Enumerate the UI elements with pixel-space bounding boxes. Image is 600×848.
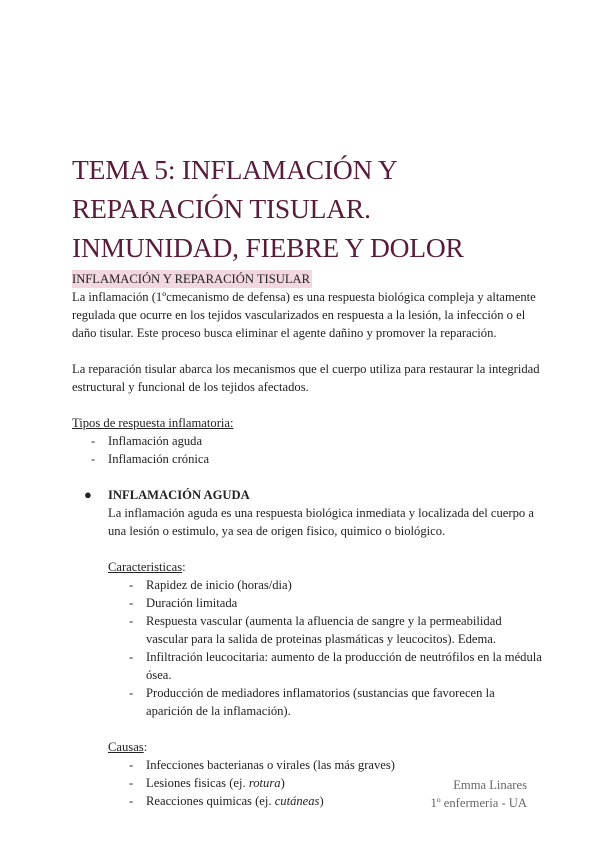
aguda-heading: INFLAMACIÓN AGUDA [108, 488, 250, 502]
list-item: - Respuesta vascular (aumenta la afluencia de sangre y la permeabilidad vascular para la salida de proteinas plasmáticas y leucocitos). Edema. [72, 612, 542, 648]
tipos-list [72, 432, 542, 468]
list-item: - Lesiones fisicas (ej. rotura) [72, 774, 542, 792]
list-item: - Infiltración leucocitaria: aumento de la producción de neutrófilos en la médula ósea. [72, 648, 542, 684]
list-item: - Producción de mediadores inflamatorios (sustancias que favorecen la aparición de la inflamación). [72, 684, 542, 720]
tipos-label: Tipos de respuesta inflamatoria: [72, 416, 234, 430]
page-footer [430, 776, 527, 812]
paragraph-inflamacion: La inflamación (1ºcmecanismo de defensa) es una respuesta biológica compleja y altamente regulada que ocurre en los tejidos vascularizados en respuesta a la lesión, la infección o el daño tisular. Este proceso busca eliminar el agente dañino y promover la reparación. [72, 290, 536, 340]
caracteristicas-list [72, 576, 542, 720]
list-item: - Rapidez de inicio (horas/dia) [72, 576, 542, 594]
page-title: TEMA 5: INFLAMACIÓN Y REPARACIÓN TISULAR. INMUNIDAD, FIEBRE Y DOLOR [72, 154, 464, 263]
footer-course: 1º enfermeria - UA [430, 796, 527, 810]
document-page: TEMA 5: INFLAMACIÓN Y REPARACIÓN TISULAR. INMUNIDAD, FIEBRE Y DOLOR INFLAMACIÓN Y REPARACIÓN TISULAR La inflamación (1ºcmecanismo de defensa) es una respuesta biológica compleja y altamente regulada que ocurre en los tejidos vascularizados en respuesta a la lesión, la infección o el daño tisular. Este proceso busca eliminar el agente dañino y promover la reparación. La reparación tisular abarca los mecanismos que el cuerpo utiliza para restaurar la integridad estructural y funcional de los tejidos afectados. Tipos de respuesta inflamatoria: - Inflamación aguda - Inflamación crónica ● INFLAMACIÓN AGUDA La inflamación aguda es una respuesta biológica inmediata y localizada del cuerpo a una lesión o estimulo, ya sea de origen fisico, quimico o biológico. Caracteristicas: - Rapidez de inicio (horas/dia) - Duración limitada - Respuesta vascular (aumenta la afluencia de sangre y la permeabilidad vascular para la salida de proteinas plasmáticas y leucocitos). Edema. - Infiltración leucocitaria: aumento de la producción de neutrófilos en la médula ósea. - Producción de mediadores inflamatorios (sustancias que favorecen la aparición de la inflamación). Causas: - Infecciones bacterianas o virales (las más graves) - Lesiones fisicas (ej. rotura) - Reacciones quimicas (ej. cutáneas) [72, 150, 542, 810]
causas-label: Causas [108, 740, 144, 754]
section-heading: INFLAMACIÓN Y REPARACIÓN TISULAR [72, 272, 311, 286]
paragraph-reparacion: La reparación tisular abarca los mecanismos que el cuerpo utiliza para restaurar la integridad estructural y funcional de los tejidos afectados. [72, 362, 540, 394]
list-item: - Inflamación aguda [72, 432, 542, 450]
list-item: - Inflamación crónica [72, 450, 542, 468]
list-item: - Reacciones quimicas (ej. cutáneas) [72, 792, 542, 810]
caracteristicas-label: Caracteristicas [108, 560, 183, 574]
aguda-section: ● INFLAMACIÓN AGUDA La inflamación aguda es una respuesta biológica inmediata y localizada del cuerpo a una lesión o estimulo, ya sea de origen fisico, quimico o biológico. Caracteristicas: [72, 486, 542, 576]
aguda-description: La inflamación aguda es una respuesta biológica inmediata y localizada del cuerpo a una lesión o estimulo, ya sea de origen fisico, quimico o biológico. [108, 506, 534, 538]
list-item: - Infecciones bacterianas o virales (las más graves) [72, 756, 542, 774]
list-item: - Duración limitada [72, 594, 542, 612]
bullet-icon: ● [84, 487, 92, 502]
footer-author: Emma Linares [453, 778, 527, 792]
